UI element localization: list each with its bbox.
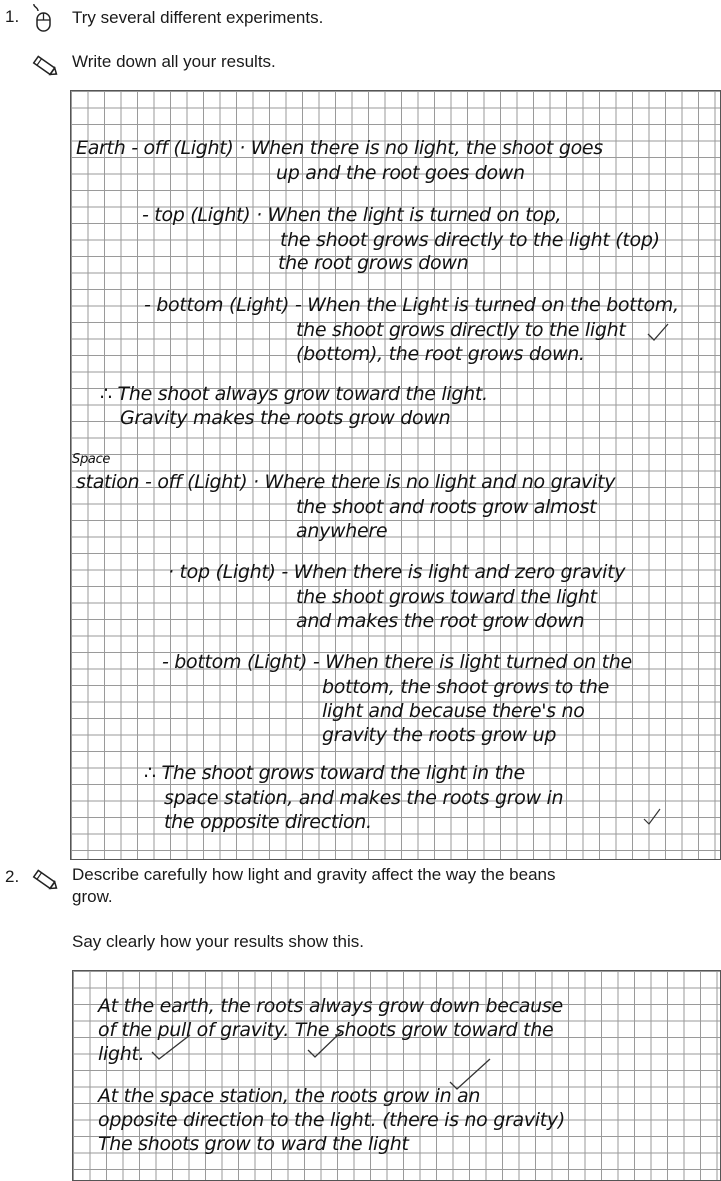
answer-line: opposite direction to the light. (there is no gravity) [98, 1109, 565, 1131]
answer-line: the shoot grows directly to the light [296, 319, 626, 341]
answer-line: up and the root goes down [276, 162, 525, 184]
question-2-instruction-1-cont: grow. [72, 887, 113, 906]
answer-line: the shoot grows toward the light [296, 586, 597, 608]
mouse-icon [28, 4, 54, 34]
pencil-icon [30, 52, 60, 80]
answer-line: - bottom (Light) - When there is light turned on the [162, 651, 632, 673]
question-1-number: 1. [5, 7, 20, 26]
tick-mark [150, 1032, 194, 1062]
answer-line: light. [98, 1043, 145, 1065]
answer-line: gravity the roots grow up [322, 724, 557, 746]
question-2-instruction-2: Say clearly how your results show this. [72, 932, 364, 951]
answer-line: bottom, the shoot grows to the [322, 676, 609, 698]
answer-line: ∴ The shoot always grow toward the light. [100, 383, 488, 405]
question-1-instruction-2: Write down all your results. [72, 52, 276, 71]
tick-mark [646, 320, 670, 344]
pencil-icon [30, 866, 60, 894]
answer-line: the shoot and roots grow almost [296, 496, 597, 518]
answer-line: The shoots grow to ward the light [98, 1133, 409, 1155]
answer-line: - bottom (Light) - When the Light is turned on the bottom, [144, 294, 679, 316]
answer-line: Space [72, 452, 111, 467]
answer-line: (bottom), the root grows down. [296, 343, 585, 365]
question-2-instruction-1: Describe carefully how light and gravity affect the way the beans [72, 865, 556, 884]
answer-line: space station, and makes the roots grow in [164, 787, 564, 809]
answer-line: the shoot grows directly to the light (top) [280, 229, 660, 251]
answer-line: · top (Light) - When there is light and zero gravity [168, 561, 626, 583]
answer-line: anywhere [296, 520, 388, 542]
question-2-number: 2. [5, 867, 20, 886]
answer-line: of the pull of gravity. The shoots grow toward the [98, 1019, 554, 1041]
answer-line: ∴ The shoot grows toward the light in the [144, 762, 525, 784]
answer-line: and makes the root grow down [296, 610, 585, 632]
tick-mark [306, 1028, 346, 1060]
answer-line: - top (Light) · When the light is turned on top, [142, 204, 562, 226]
question-1-instruction-1: Try several different experiments. [72, 8, 324, 27]
tick-mark [448, 1056, 494, 1092]
answer-line: At the space station, the roots grow in an [98, 1085, 481, 1107]
answer-line: the root grows down [278, 252, 469, 274]
answer-line: Earth - off (Light) · When there is no light, the shoot goes [76, 137, 603, 159]
answer-line: light and because there's no [322, 700, 585, 722]
answer-line: Gravity makes the roots grow down [120, 407, 451, 429]
answer-line: At the earth, the roots always grow down because [98, 995, 563, 1017]
answer-line: the opposite direction. [164, 811, 372, 833]
answer-line: station - off (Light) · Where there is no light and no gravity [76, 471, 616, 493]
tick-mark [642, 805, 662, 827]
